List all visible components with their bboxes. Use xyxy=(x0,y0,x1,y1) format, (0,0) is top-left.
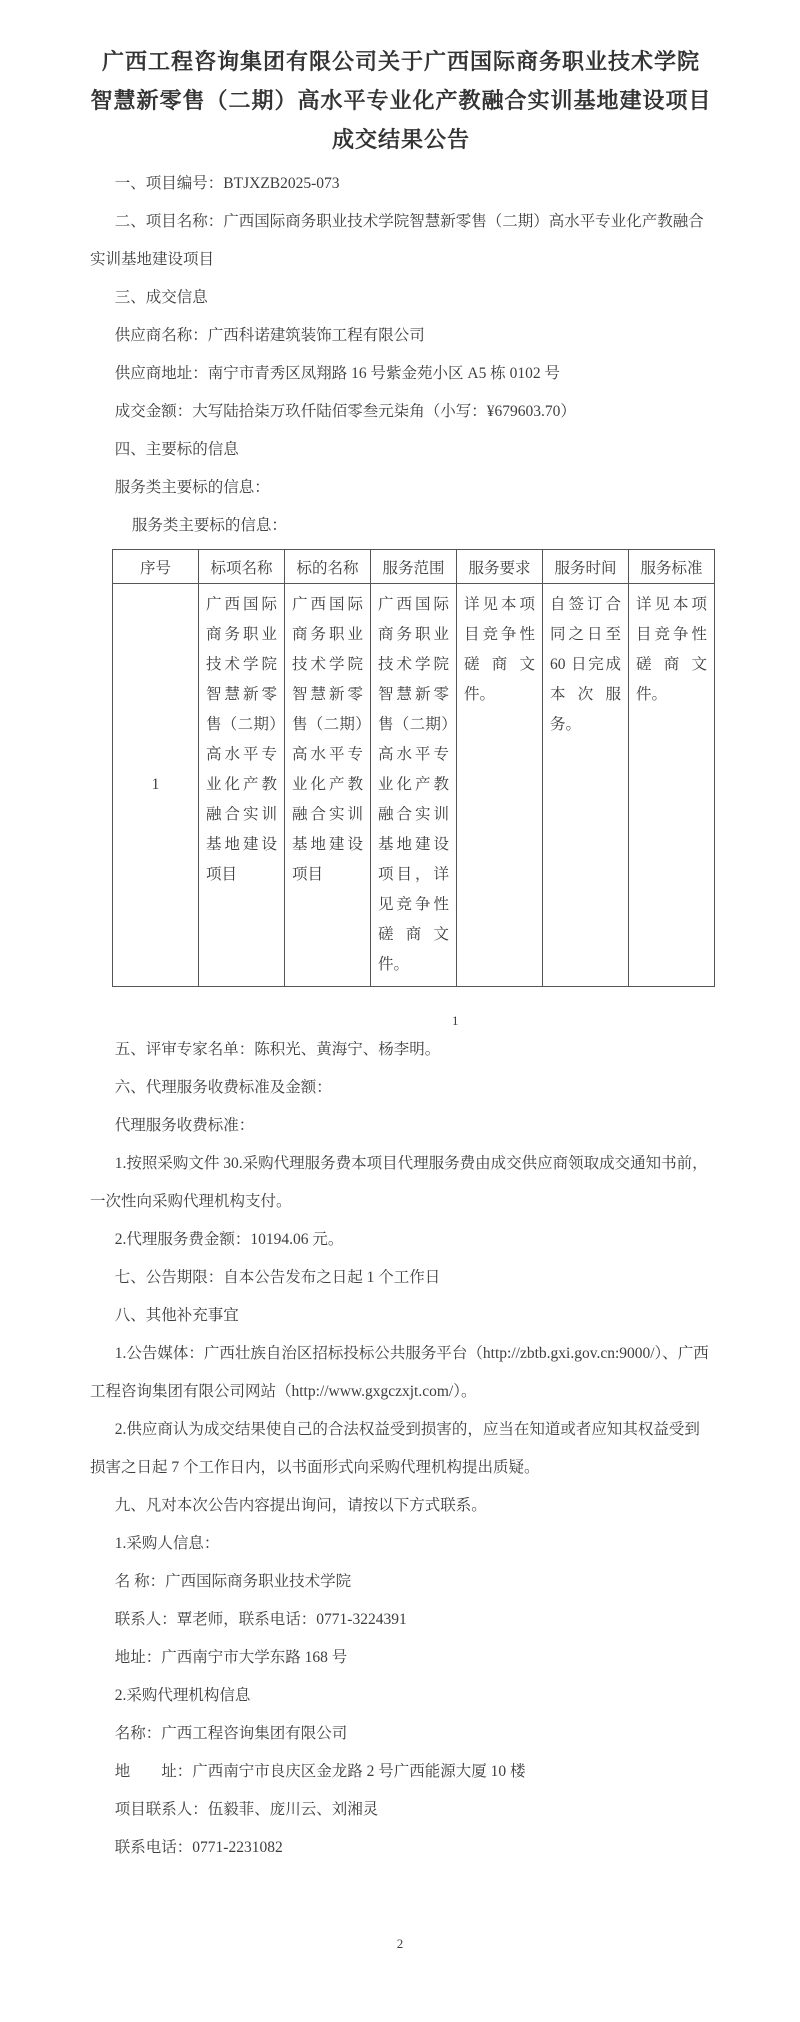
para-agency-fee-detail: 1.按照采购文件 30.采购代理服务费本项目代理服务费由成交供应商领取成交通知书前，一次性向采购代理机构支付。 xyxy=(90,1155,708,1210)
para-inquiry-contact-heading: 九、凡对本次公告内容提出询问，请按以下方式联系。 xyxy=(114,1497,487,1514)
title-line-1: 广西工程咨询集团有限公司关于广西国际商务职业技术学院 xyxy=(101,49,700,74)
para-agency-fee-standard: 代理服务收费标准： xyxy=(114,1117,255,1134)
para-agency-fee-amount: 2.代理服务费金额：10194.06 元。 xyxy=(114,1231,344,1248)
cell-service-time: 自签订合同之日至 60 日完成本次服务。 xyxy=(543,584,629,987)
page-number-2: 2 xyxy=(396,1936,404,1951)
para-agency-fee-heading: 六、代理服务收费标准及金额： xyxy=(114,1079,332,1096)
para-main-subject-heading: 四、主要标的信息 xyxy=(114,441,239,458)
title-line-2: 智慧新零售（二期）高水平专业化产教融合实训基地建设项目 xyxy=(90,88,712,113)
para-supplier-address: 供应商地址：南宁市青秀区凤翔路 16 号紫金苑小区 A5 栋 0102 号 xyxy=(114,365,560,382)
page-number-1: 1 xyxy=(452,1013,459,1028)
col-header-item-name: 标项名称 xyxy=(199,550,285,584)
para-project-name: 二、项目名称：广西国际商务职业技术学院智慧新零售（二期）高水平专业化产教融合实训基地建设项目 xyxy=(90,213,704,268)
cell-subject-name: 广西国际商务职业技术学院智慧新零售（二期）高水平专业化产教融合实训基地建设项目 xyxy=(285,584,371,987)
para-service-class-info-2: 服务类主要标的信息： xyxy=(131,517,287,534)
para-deal-amount: 成交金额：大写陆拾柒万玖仟陆佰零叁元柒角（小写：¥679603.70） xyxy=(114,403,576,420)
col-header-service-requirement: 服务要求 xyxy=(457,550,543,584)
cell-item-name: 广西国际商务职业技术学院智慧新零售（二期）高水平专业化产教融合实训基地建设项目 xyxy=(199,584,285,987)
table-row xyxy=(113,584,715,987)
col-header-service-scope: 服务范围 xyxy=(371,550,457,584)
col-header-seq: 序号 xyxy=(113,550,199,584)
para-contact-phone: 联系电话：0771-2231082 xyxy=(114,1839,283,1856)
para-agency-address: 地 址：广西南宁市良庆区金龙路 2 号广西能源大厦 10 楼 xyxy=(114,1763,526,1780)
para-agency-name: 名称：广西工程咨询集团有限公司 xyxy=(114,1725,348,1742)
document-title xyxy=(90,42,712,159)
para-project-contacts: 项目联系人：伍毅菲、庞川云、刘湘灵 xyxy=(114,1801,379,1818)
cell-service-scope: 广西国际商务职业技术学院智慧新零售（二期）高水平专业化产教融合实训基地建设项目，详见竞争性磋商文件。 xyxy=(371,584,457,987)
para-project-number: 一、项目编号：BTJXZB2025-073 xyxy=(114,175,340,192)
para-other-matters-heading: 八、其他补充事宜 xyxy=(114,1307,239,1324)
cell-service-standard: 详见本项目竞争性磋商文件。 xyxy=(629,584,715,987)
para-announcement-media: 1.公告媒体：广西壮族自治区招标投标公共服务平台（http://zbtb.gxi.gov.cn:9000/）、广西工程咨询集团有限公司网站（http://www.gxgczxjt.com/）。 xyxy=(90,1345,709,1400)
para-agency-info-heading: 2.采购代理机构信息 xyxy=(114,1687,251,1704)
para-supplier-name: 供应商名称：广西科诺建筑装饰工程有限公司 xyxy=(114,327,425,344)
para-purchaser-address: 地址：广西南宁市大学东路 168 号 xyxy=(114,1649,348,1666)
table-header-row xyxy=(113,550,715,584)
para-deal-info-heading: 三、成交信息 xyxy=(114,289,208,306)
para-dispute-notice: 2.供应商认为成交结果使自己的合法权益受到损害的，应当在知道或者应知其权益受到损害之日起 7 个工作日内，以书面形式向采购代理机构提出质疑。 xyxy=(90,1421,700,1476)
para-experts: 五、评审专家名单：陈积光、黄海宁、杨李明。 xyxy=(114,1041,441,1058)
para-announcement-period: 七、公告期限：自本公告发布之日起 1 个工作日 xyxy=(114,1269,441,1286)
para-service-class-info: 服务类主要标的信息： xyxy=(114,479,270,496)
results-table xyxy=(112,549,715,987)
para-purchaser-contact: 联系人：覃老师，联系电话：0771-3224391 xyxy=(114,1611,407,1628)
cell-service-requirement: 详见本项目竞争性磋商文件。 xyxy=(457,584,543,987)
para-purchaser-info-heading: 1.采购人信息： xyxy=(114,1535,220,1552)
col-header-subject-name: 标的名称 xyxy=(285,550,371,584)
title-line-3: 成交结果公告 xyxy=(331,127,470,152)
col-header-service-time: 服务时间 xyxy=(543,550,629,584)
para-purchaser-name: 名 称：广西国际商务职业技术学院 xyxy=(114,1573,352,1590)
col-header-service-standard: 服务标准 xyxy=(629,550,715,584)
cell-seq: 1 xyxy=(113,584,199,987)
